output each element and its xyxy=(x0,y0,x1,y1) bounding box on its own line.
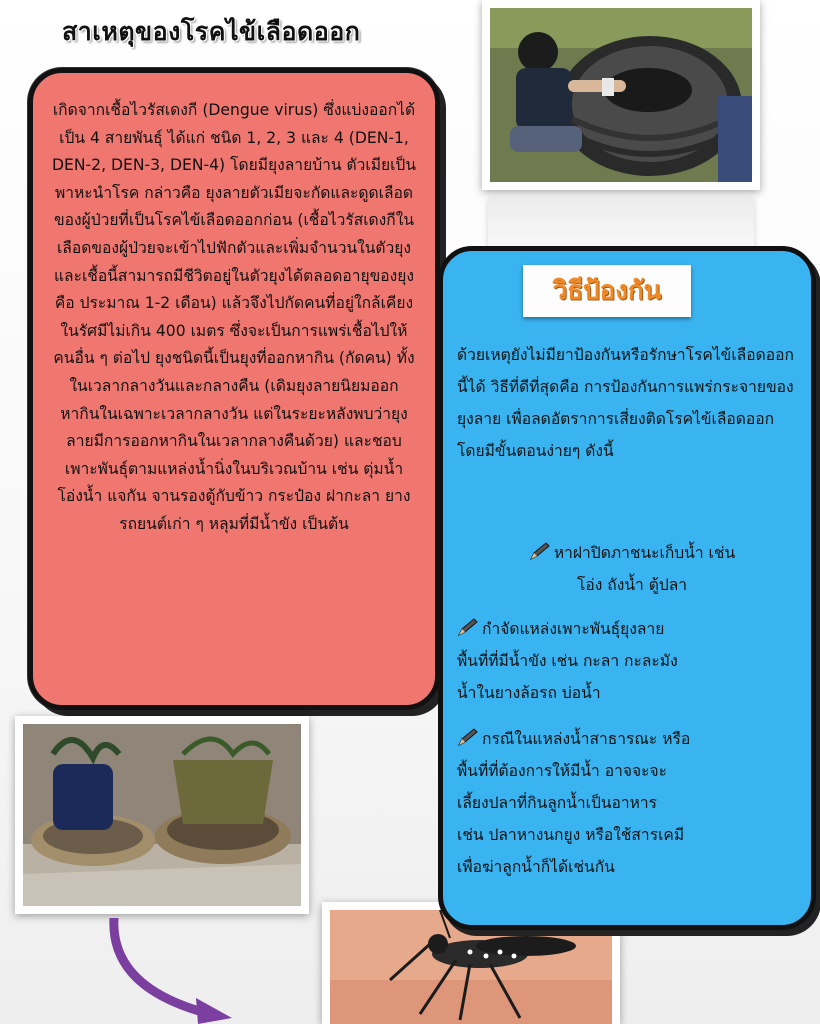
pencil-icon xyxy=(457,617,479,637)
tire-photo xyxy=(482,0,760,190)
pencil-icon xyxy=(457,727,479,747)
curved-arrow-icon xyxy=(100,918,240,1024)
prevention-step-2 xyxy=(457,613,807,709)
step-2-line-1: กำจัดแหล่งเพาะพันธุ์ยุงลาย xyxy=(482,620,665,638)
prevention-panel xyxy=(438,246,816,930)
step-3-line-5: เพื่อฆ่าลูกน้ำก็ได้เช่นกัน xyxy=(457,858,615,876)
pencil-icon xyxy=(529,541,551,561)
prevention-step-3 xyxy=(457,723,807,883)
step-1-line-2: โอ่ง ถังน้ำ ตู้ปลา xyxy=(576,576,688,594)
step-3-line-3: เลี้ยงปลาที่กินลูกน้ำเป็นอาหาร xyxy=(457,794,658,812)
step-3-line-2: พื้นที่ที่ต้องการให้มีน้ำ อาจจะจะ xyxy=(457,762,668,780)
step-3-line-1: กรณีในแหล่งน้ำสาธารณะ หรือ xyxy=(482,730,691,748)
step-2-line-3: น้ำในยางล้อรถ บ่อน้ำ xyxy=(457,684,601,702)
step-1-line-1: หาฝาปิดภาชนะเก็บน้ำ เช่น xyxy=(553,544,736,562)
prevention-title: วิธีป้องกัน xyxy=(523,265,691,317)
cause-text: เกิดจากเชื้อไวรัสเดงกี (Dengue virus) ซึ่งแบ่งออกได้เป็น 4 สายพันธุ์ ได้แก่ ชนิด 1, 2, 3 และ 4 (DEN-1, DEN-2, DEN-3, DEN-4) โดยมียุงลายบ้าน ตัวเมียเป็นพาหะนำโรค กล่าวคือ ยุงลายตัวเมียจะกัดและดูดเลือดของผู้ป่วยที่เป็นโรคไข้เลือดออกก่อน (เชื้อไวรัสเดงกีในเลือดของผู้ป่วยจะเข้าไปฟักตัวและเพิ่มจำนวนในตัวยุงและเชื้อนี้สามารถมีชีวิตอยู่ในตัวยุงได้ตลอดอายุของยุง คือ ประมาณ 1-2 เดือน) แล้วจึงไปกัดคนที่อยู่ใกล้เคียงในรัศมีไม่เกิน 400 เมตร ซึ่งจะเป็นการแพร่เชื้อไปให้คนอื่น ๆ ต่อไป ยุงชนิดนี้เป็นยุงที่ออกหากิน (กัดคน) ทั้งในเวลากลางวันและกลางคืน (เดิมยุงลายนิยมออกหากินในเฉพาะเวลากลางวัน แต่ในระยะหลังพบว่ายุงลายมีการออกหากินในเวลากลางคืนด้วย) และชอบเพาะพันธุ์ตามแหล่งน้ำนิ่งในบริเวณบ้าน เช่น ตุ่มน้ำ โอ่งน้ำ แจกัน จานรองตู้กับข้าว กระป๋อง ฝากะลา ยางรถยนต์เก่า ๆ หลุมที่มีน้ำขัง เป็นต้น xyxy=(52,101,416,533)
step-2-line-2: พื้นที่ที่มีน้ำขัง เช่น กะลา กะละมัง xyxy=(457,652,678,670)
step-3-line-4: เช่น ปลาหางนกยูง หรือใช้สารเคมี xyxy=(457,826,685,844)
page-title: สาเหตุของโรคไข้เลือดออก xyxy=(62,17,361,46)
plant-pots-photo xyxy=(15,716,309,914)
prevention-intro: ด้วยเหตุยังไม่มียาป้องกันหรือรักษาโรคไข้เลือดออกนี้ได้ วิธีที่ดีที่สุดคือ การป้องกันการแพร่กระจายของยุงลาย เพื่อลดอัตราการเสี่ยงติดโรคไข้เลือดออก โดยมีขั้นตอนง่ายๆ ดังนี้ xyxy=(457,346,794,460)
cause-panel xyxy=(28,68,440,710)
prevention-step-1 xyxy=(457,537,807,601)
